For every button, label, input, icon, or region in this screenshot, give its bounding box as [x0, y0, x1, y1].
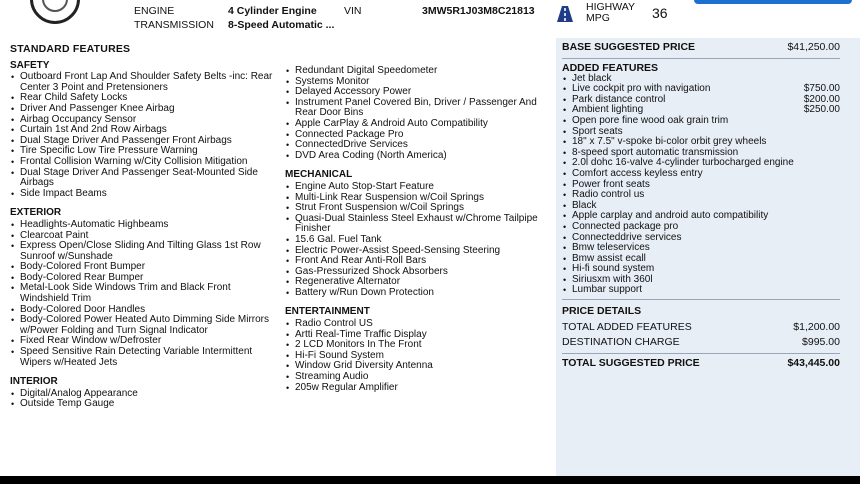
feature-item: • Systems Monitor — [285, 77, 550, 88]
feature-item: • Dual Stage Driver And Passenger Front Airbags — [10, 136, 280, 147]
feature-item: • Clearcoat Paint — [10, 231, 280, 242]
added-feature-name: • Siriusxm with 360l — [572, 273, 653, 285]
added-feature-name: • Bmw assist ecall — [572, 252, 646, 264]
added-feature-name: • Sport seats — [572, 125, 623, 137]
price-details-title: PRICE DETAILS — [562, 305, 642, 318]
engine-value: 4 Cylinder Engine — [228, 5, 317, 17]
entertainment-title: ENTERTAINMENT — [285, 306, 370, 318]
highway-label: HIGHWAY — [586, 1, 635, 13]
destination-label: DESTINATION CHARGE — [562, 335, 680, 348]
added-feature-price: $750.00 — [803, 83, 840, 95]
brand-logo — [30, 0, 80, 24]
feature-item: • Electric Power-Assist Speed-Sensing Steering — [285, 246, 550, 257]
interior-cont-list — [285, 66, 550, 161]
feature-item: • Streaming Audio — [285, 372, 550, 383]
feature-item: • Metal-Look Side Windows Trim and Black Front Windshield Trim — [10, 283, 280, 304]
total-added-value: $1,200.00 — [793, 320, 840, 333]
feature-item: • Artti Real-Time Traffic Display — [285, 330, 550, 341]
entertainment-list — [285, 319, 550, 393]
total-added-label: TOTAL ADDED FEATURES — [562, 320, 692, 333]
destination-row — [556, 335, 860, 350]
highway-icon — [556, 5, 574, 23]
feature-item: • Frontal Collision Warning w/City Collision Mitigation — [10, 157, 280, 168]
feature-item: • Instrument Panel Covered Bin, Driver / Passenger And Rear Door Bins — [285, 98, 550, 119]
feature-item: • Window Grid Diversity Antenna — [285, 361, 550, 372]
added-feature-name: • Connected package pro — [572, 220, 679, 232]
transmission-label: TRANSMISSION — [134, 19, 214, 31]
feature-item: • Headlights-Automatic Highbeams — [10, 220, 280, 231]
feature-item: • ConnectedDrive Services — [285, 140, 550, 151]
exterior-title: EXTERIOR — [10, 207, 62, 219]
vin-value: 3MW5R1J03M8C21813 — [422, 5, 535, 17]
feature-item: • Redundant Digital Speedometer — [285, 66, 550, 77]
base-price-label: BASE SUGGESTED PRICE — [562, 41, 696, 53]
feature-item: • 205w Regular Amplifier — [285, 383, 550, 394]
added-feature-item — [562, 116, 840, 127]
feature-item: • Dual Stage Driver And Passenger Seat-Mounted Side Airbags — [10, 168, 280, 189]
safety-title: SAFETY — [10, 59, 50, 71]
feature-item: • Body-Colored Door Handles — [10, 305, 280, 316]
added-feature-name: • Apple carplay and android auto compatibility — [572, 210, 769, 222]
feature-item: • Quasi-Dual Stainless Steel Exhaust w/Chrome Tailpipe Finisher — [285, 214, 550, 235]
divider — [562, 58, 840, 59]
feature-item: • Outside Temp Gauge — [10, 399, 280, 410]
total-added-row — [556, 320, 860, 335]
standard-features-title: STANDARD FEATURES — [10, 43, 131, 55]
added-feature-name: • Ambient lighting — [572, 104, 644, 116]
blue-action-button[interactable] — [694, 0, 852, 4]
feature-item: • Fixed Rear Window w/Defroster — [10, 336, 280, 347]
added-feature-item — [562, 222, 840, 233]
added-feature-item — [562, 285, 840, 296]
feature-item: • 2 LCD Monitors In The Front — [285, 340, 550, 351]
mpg-value: 36 — [652, 5, 668, 21]
added-feature-item — [562, 169, 840, 180]
added-features-list — [556, 74, 860, 296]
divider — [562, 299, 840, 300]
feature-item: • Airbag Occupancy Sensor — [10, 115, 280, 126]
exterior-list — [10, 220, 280, 368]
feature-item: • Front And Rear Anti-Roll Bars — [285, 256, 550, 267]
added-feature-name: • Hi-fi sound system — [572, 263, 655, 275]
bottom-bar — [0, 476, 860, 484]
interior-title: INTERIOR — [10, 376, 58, 388]
added-feature-name: • Jet black — [572, 72, 612, 84]
feature-item: • Gas-Pressurized Shock Absorbers — [285, 267, 550, 278]
feature-item: • 15.6 Gal. Fuel Tank — [285, 235, 550, 246]
added-feature-name: • Power front seats — [572, 178, 650, 190]
feature-item: • Connected Package Pro — [285, 130, 550, 141]
feature-item: • Apple CarPlay & Android Auto Compatibility — [285, 119, 550, 130]
feature-item: • Battery w/Run Down Protection — [285, 288, 550, 299]
feature-item: • DVD Area Coding (North America) — [285, 151, 550, 162]
engine-label: ENGINE — [134, 5, 175, 17]
features-column-2 — [285, 66, 550, 393]
added-feature-name: • Lumbar support — [572, 284, 643, 296]
destination-value: $995.00 — [802, 335, 840, 348]
feature-item: • Tire Specific Low Tire Pressure Warning — [10, 146, 280, 157]
feature-item: • Hi-Fi Sound System — [285, 351, 550, 362]
added-feature-price: $250.00 — [803, 104, 840, 116]
mpg-label: MPG — [586, 12, 610, 24]
added-feature-item — [562, 190, 840, 201]
base-price-value: $41,250.00 — [787, 41, 840, 53]
added-feature-name: • Park distance control — [572, 93, 666, 105]
added-feature-name: • 8-speed sport automatic transmission — [572, 146, 739, 158]
mechanical-list — [285, 182, 550, 299]
feature-item: • Multi-Link Rear Suspension w/Coil Springs — [285, 193, 550, 204]
added-feature-name: • Bmw teleservices — [572, 242, 650, 254]
added-feature-name: • 2.0l dohc 16-valve 4-cylinder turbocharged engine — [572, 157, 794, 169]
divider — [562, 353, 840, 354]
added-feature-name: • Connecteddrive services — [572, 231, 682, 243]
interior-list — [10, 389, 280, 410]
added-feature-name: • Open pore fine wood oak grain trim — [572, 114, 729, 126]
feature-item: • Strut Front Suspension w/Coil Springs — [285, 203, 550, 214]
added-feature-price: $200.00 — [803, 93, 840, 105]
feature-item: • Engine Auto Stop-Start Feature — [285, 182, 550, 193]
feature-item: • Regenerative Alternator — [285, 277, 550, 288]
mechanical-title: MECHANICAL — [285, 169, 353, 181]
added-feature-name: • Live cockpit pro with navigation — [572, 83, 711, 95]
feature-item: • Rear Child Safety Locks — [10, 93, 280, 104]
feature-item: • Radio Control US — [285, 319, 550, 330]
added-feature-name: • Comfort access keyless entry — [572, 167, 703, 179]
total-price-label: TOTAL SUGGESTED PRICE — [562, 356, 700, 369]
feature-item: • Speed Sensitive Rain Detecting Variable Intermittent Wipers w/Heated Jets — [10, 347, 280, 368]
features-column-1 — [10, 40, 280, 410]
feature-item: • Side Impact Beams — [10, 189, 280, 200]
added-feature-name: • Radio control us — [572, 189, 645, 201]
feature-item: • Body-Colored Power Heated Auto Dimming Side Mirrors w/Power Folding and Turn Signal Indicator — [10, 315, 280, 336]
total-price-value: $43,445.00 — [787, 356, 840, 369]
pricing-panel — [556, 38, 860, 476]
feature-item: • Digital/Analog Appearance — [10, 389, 280, 400]
feature-item: • Driver And Passenger Knee Airbag — [10, 104, 280, 115]
base-price-row — [556, 40, 860, 55]
feature-item: • Body-Colored Rear Bumper — [10, 273, 280, 284]
feature-item: • Curtain 1st And 2nd Row Airbags — [10, 125, 280, 136]
feature-item: • Delayed Accessory Power — [285, 87, 550, 98]
feature-item: • Outboard Front Lap And Shoulder Safety Belts -inc: Rear Center 3 Point and Pretensioners — [10, 72, 280, 93]
added-feature-name: • 18" x 7.5" v-spoke bi-color orbit grey wheels — [572, 136, 767, 148]
feature-item: • Body-Colored Front Bumper — [10, 262, 280, 273]
added-features-title: ADDED FEATURES — [562, 62, 659, 74]
safety-list — [10, 72, 280, 199]
added-feature-name: • Black — [572, 199, 597, 211]
total-price-row — [556, 356, 860, 371]
vin-label: VIN — [344, 5, 362, 17]
transmission-value: 8-Speed Automatic ... — [228, 19, 335, 31]
feature-item: • Express Open/Close Sliding And Tilting Glass 1st Row Sunroof w/Sunshade — [10, 241, 280, 262]
